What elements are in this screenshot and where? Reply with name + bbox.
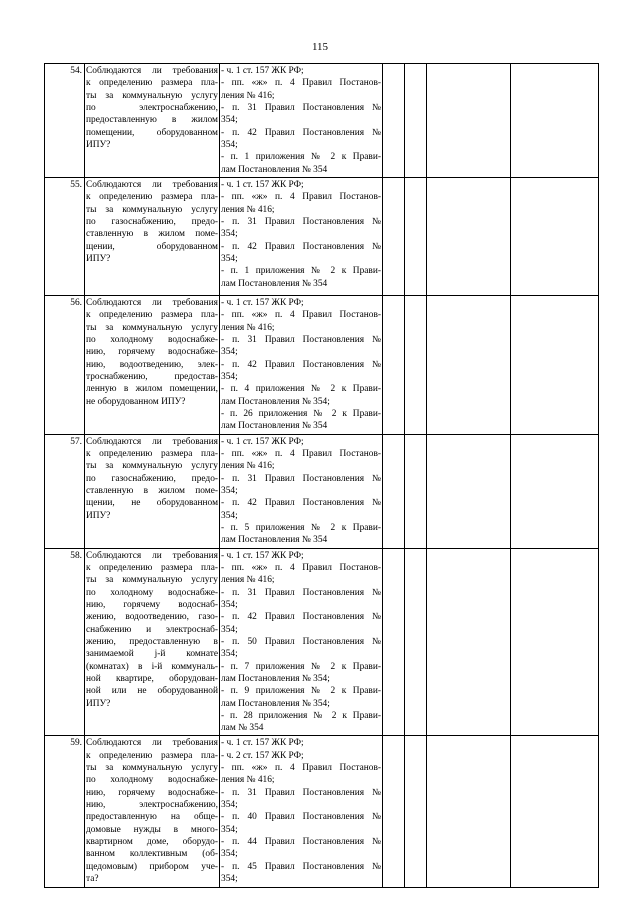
question-line: к определению размера пла- xyxy=(86,310,218,321)
question-line: ИПУ? xyxy=(86,139,111,150)
checklist-table xyxy=(44,63,599,888)
notes-cell xyxy=(511,736,599,888)
question-line: ты за коммунальную услугу xyxy=(86,763,218,774)
question-line: ленную в жилом помещении, xyxy=(86,384,218,395)
reference-line: - ч. 1 ст. 157 ЖК РФ; xyxy=(221,738,304,749)
not-applicable-cell xyxy=(427,178,511,296)
question-line: щении, оборудованном xyxy=(86,241,218,252)
question-line: по газоснабжению, предо- xyxy=(86,216,218,227)
reference-line: - п. 40 Правил Постановления № xyxy=(221,812,381,823)
reference-line: - п. 1 приложения № 2 к Прави- xyxy=(221,152,381,163)
reference-line: - ч. 2 ст. 157 ЖК РФ; xyxy=(221,750,304,761)
reference-line: - п. 4 приложения № 2 к Прави- xyxy=(221,384,381,395)
answer-yes-cell xyxy=(383,178,405,296)
notes-cell xyxy=(511,178,599,296)
reference-line: 354; xyxy=(221,229,238,240)
reference-line: - пп. «ж» п. 4 Правил Постанов- xyxy=(221,310,381,321)
table-row xyxy=(45,64,599,178)
not-applicable-cell xyxy=(427,548,511,736)
reference-line: - ч. 1 ст. 157 ЖК РФ; xyxy=(221,66,304,76)
row-number: 57. xyxy=(45,434,85,548)
notes-cell xyxy=(511,548,599,736)
question-line: ты за коммунальную услугу xyxy=(86,90,218,101)
question-cell xyxy=(85,178,220,296)
legal-references-cell xyxy=(220,548,383,736)
reference-line: 354; xyxy=(221,510,238,521)
answer-no-cell xyxy=(405,64,427,178)
question-line: ИПУ? xyxy=(86,510,111,521)
reference-line: лам Постановления № 354 xyxy=(221,535,328,546)
question-line: щедомовым) прибором уче- xyxy=(86,861,218,872)
notes-cell xyxy=(511,296,599,435)
reference-line: - ч. 1 ст. 157 ЖК РФ; xyxy=(221,550,304,561)
question-line: по холодному водоснабже- xyxy=(86,334,218,345)
not-applicable-cell xyxy=(427,64,511,178)
reference-line: лам Постановления № 354 xyxy=(221,278,328,289)
checklist-rows xyxy=(45,64,599,888)
row-number: 58. xyxy=(45,548,85,736)
question-line: Соблюдаются ли требования xyxy=(86,738,218,749)
question-line: нию, водоотведению, элек- xyxy=(86,359,218,370)
question-line: по газоснабжению, предо- xyxy=(86,473,218,484)
reference-line: 354; xyxy=(221,649,238,660)
reference-line: лам Постановления № 354; xyxy=(221,698,330,709)
question-line: к определению размера пла- xyxy=(86,750,218,761)
reference-line: - п. 7 приложения № 2 к Прави- xyxy=(221,661,381,672)
not-applicable-cell xyxy=(427,434,511,548)
question-line: к определению размера пла- xyxy=(86,78,218,89)
question-line: ИПУ? xyxy=(86,698,111,709)
reference-line: - п. 31 Правил Постановления № xyxy=(221,587,381,598)
question-cell xyxy=(85,736,220,888)
reference-line: ления № 416; xyxy=(221,775,275,786)
question-line: та? xyxy=(86,874,99,885)
answer-yes-cell xyxy=(383,548,405,736)
table-row xyxy=(45,736,599,888)
answer-no-cell xyxy=(405,736,427,888)
reference-line: лам Постановления № 354; xyxy=(221,673,330,684)
question-line: помещении, оборудованном xyxy=(86,127,218,138)
answer-no-cell xyxy=(405,548,427,736)
question-line: ты за коммунальную услугу xyxy=(86,575,218,586)
reference-line: 354; xyxy=(221,874,238,885)
question-line: Соблюдаются ли требования xyxy=(86,436,218,447)
question-line: квартирном доме, оборудо- xyxy=(86,837,218,848)
question-line: ванном коллективным (об- xyxy=(86,849,218,860)
reference-line: - п. 31 Правил Постановления № xyxy=(221,216,381,227)
question-cell xyxy=(85,434,220,548)
question-line: предоставленную на обще- xyxy=(86,812,218,823)
reference-line: - п. 26 приложения № 2 к Прави- xyxy=(221,408,381,419)
answer-yes-cell xyxy=(383,296,405,435)
question-line: щении, не оборудованном xyxy=(86,498,218,509)
row-number: 54. xyxy=(45,64,85,178)
question-cell xyxy=(85,64,220,178)
question-cell xyxy=(85,548,220,736)
answer-no-cell xyxy=(405,296,427,435)
reference-line: 354; xyxy=(221,347,238,358)
reference-line: - пп. «ж» п. 4 Правил Постанов- xyxy=(221,763,381,774)
question-line: не оборудованном ИПУ? xyxy=(86,396,186,407)
reference-line: - пп. «ж» п. 4 Правил Постанов- xyxy=(221,562,381,573)
question-line: ной или не оборудованной xyxy=(86,686,218,697)
question-cell xyxy=(85,296,220,435)
reference-line: - п. 28 приложения № 2 к Прави- xyxy=(221,710,381,721)
answer-yes-cell xyxy=(383,64,405,178)
question-line: снабжению и электроснаб- xyxy=(86,624,218,635)
reference-line: 354; xyxy=(221,371,238,382)
question-line: ставленную в жилом поме- xyxy=(86,229,218,240)
question-line: Соблюдаются ли требования xyxy=(86,550,218,561)
answer-yes-cell xyxy=(383,434,405,548)
notes-cell xyxy=(511,434,599,548)
question-line: по холодному водоснабже- xyxy=(86,775,218,786)
question-line: ты за коммунальную услугу xyxy=(86,461,218,472)
not-applicable-cell xyxy=(427,296,511,435)
answer-no-cell xyxy=(405,178,427,296)
question-line: предоставленную в жилом xyxy=(86,115,218,126)
question-line: нию, горячему водоснабже- xyxy=(86,347,218,358)
question-line: ной квартире, оборудован- xyxy=(86,673,218,684)
page-number: 115 xyxy=(311,41,329,53)
question-line: ставленную в жилом поме- xyxy=(86,485,218,496)
reference-line: - п. 42 Правил Постановления № xyxy=(221,498,381,509)
question-line: Соблюдаются ли требования xyxy=(86,298,218,308)
reference-line: ления № 416; xyxy=(221,461,275,472)
question-line: троснабжению, предостав- xyxy=(86,371,218,382)
row-number: 55. xyxy=(45,178,85,296)
question-line: нию, горячему водоснабже- xyxy=(86,787,218,798)
reference-line: ления № 416; xyxy=(221,322,275,333)
question-line: Соблюдаются ли требования xyxy=(86,180,218,190)
question-line: Соблюдаются ли требования xyxy=(86,66,218,76)
question-line: к определению размера пла- xyxy=(86,448,218,459)
question-line: по электроснабжению, xyxy=(86,102,218,113)
question-line: (комнатах) в i-й коммуналь- xyxy=(86,661,218,672)
table-row xyxy=(45,548,599,736)
reference-line: лам № 354 xyxy=(221,723,264,734)
legal-references-cell xyxy=(220,64,383,178)
reference-line: 354; xyxy=(221,115,238,126)
legal-references-cell xyxy=(220,434,383,548)
reference-line: - п. 45 Правил Постановления № xyxy=(221,861,381,872)
question-line: ты за коммунальную услугу xyxy=(86,204,218,215)
reference-line: - ч. 1 ст. 157 ЖК РФ; xyxy=(221,298,304,308)
reference-line: - п. 31 Правил Постановления № xyxy=(221,334,381,345)
legal-references-cell xyxy=(220,736,383,888)
row-number: 59. xyxy=(45,736,85,888)
question-line: по холодному водоснабже- xyxy=(86,587,218,598)
reference-line: - пп. «ж» п. 4 Правил Постанов- xyxy=(221,192,381,203)
question-line: жению, водоотведению, газо- xyxy=(86,612,218,623)
reference-line: 354; xyxy=(221,253,238,264)
reference-line: 354; xyxy=(221,485,238,496)
reference-line: - пп. «ж» п. 4 Правил Постанов- xyxy=(221,78,381,89)
question-line: ты за коммунальную услугу xyxy=(86,322,218,333)
reference-line: - п. 42 Правил Постановления № xyxy=(221,127,381,138)
reference-line: - п. 1 приложения № 2 к Прави- xyxy=(221,266,381,277)
question-line: нию, горячему водоснаб- xyxy=(86,599,218,610)
reference-line: - п. 44 Правил Постановления № xyxy=(221,837,381,848)
reference-line: 354; xyxy=(221,800,238,811)
question-line: жению, предоставленную в xyxy=(86,636,218,647)
table-row xyxy=(45,434,599,548)
reference-line: - п. 42 Правил Постановления № xyxy=(221,612,381,623)
reference-line: - п. 31 Правил Постановления № xyxy=(221,102,381,113)
reference-line: - п. 42 Правил Постановления № xyxy=(221,359,381,370)
reference-line: - п. 9 приложения № 2 к Прави- xyxy=(221,686,381,697)
notes-cell xyxy=(511,64,599,178)
table-row xyxy=(45,296,599,435)
reference-line: 354; xyxy=(221,849,238,860)
question-line: к определению размера пла- xyxy=(86,562,218,573)
reference-line: - п. 5 приложения № 2 к Прави- xyxy=(221,522,381,533)
reference-line: - пп. «ж» п. 4 Правил Постанов- xyxy=(221,448,381,459)
reference-line: - ч. 1 ст. 157 ЖК РФ; xyxy=(221,436,304,447)
table-row xyxy=(45,178,599,296)
reference-line: - п. 42 Правил Постановления № xyxy=(221,241,381,252)
reference-line: ления № 416; xyxy=(221,90,275,101)
not-applicable-cell xyxy=(427,736,511,888)
legal-references-cell xyxy=(220,296,383,435)
question-line: занимаемой j-й комнате xyxy=(86,649,218,660)
reference-line: - п. 31 Правил Постановления № xyxy=(221,787,381,798)
reference-line: 354; xyxy=(221,624,238,635)
question-line: к определению размера пла- xyxy=(86,192,218,203)
reference-line: 354; xyxy=(221,139,238,150)
reference-line: лам Постановления № 354; xyxy=(221,396,330,407)
reference-line: лам Постановления № 354 xyxy=(221,164,328,175)
reference-line: ления № 416; xyxy=(221,575,275,586)
answer-yes-cell xyxy=(383,736,405,888)
reference-line: 354; xyxy=(221,824,238,835)
question-line: домовые нужды в много- xyxy=(86,824,218,835)
question-line: нию, электроснабжению, xyxy=(86,800,218,811)
reference-line: ления № 416; xyxy=(221,204,275,215)
legal-references-cell xyxy=(220,178,383,296)
reference-line: - п. 31 Правил Постановления № xyxy=(221,473,381,484)
question-line: ИПУ? xyxy=(86,253,111,264)
reference-line: 354; xyxy=(221,599,238,610)
reference-line: - ч. 1 ст. 157 ЖК РФ; xyxy=(221,180,304,190)
row-number: 56. xyxy=(45,296,85,435)
reference-line: лам Постановления № 354 xyxy=(221,421,328,432)
answer-no-cell xyxy=(405,434,427,548)
reference-line: - п. 50 Правил Постановления № xyxy=(221,636,381,647)
